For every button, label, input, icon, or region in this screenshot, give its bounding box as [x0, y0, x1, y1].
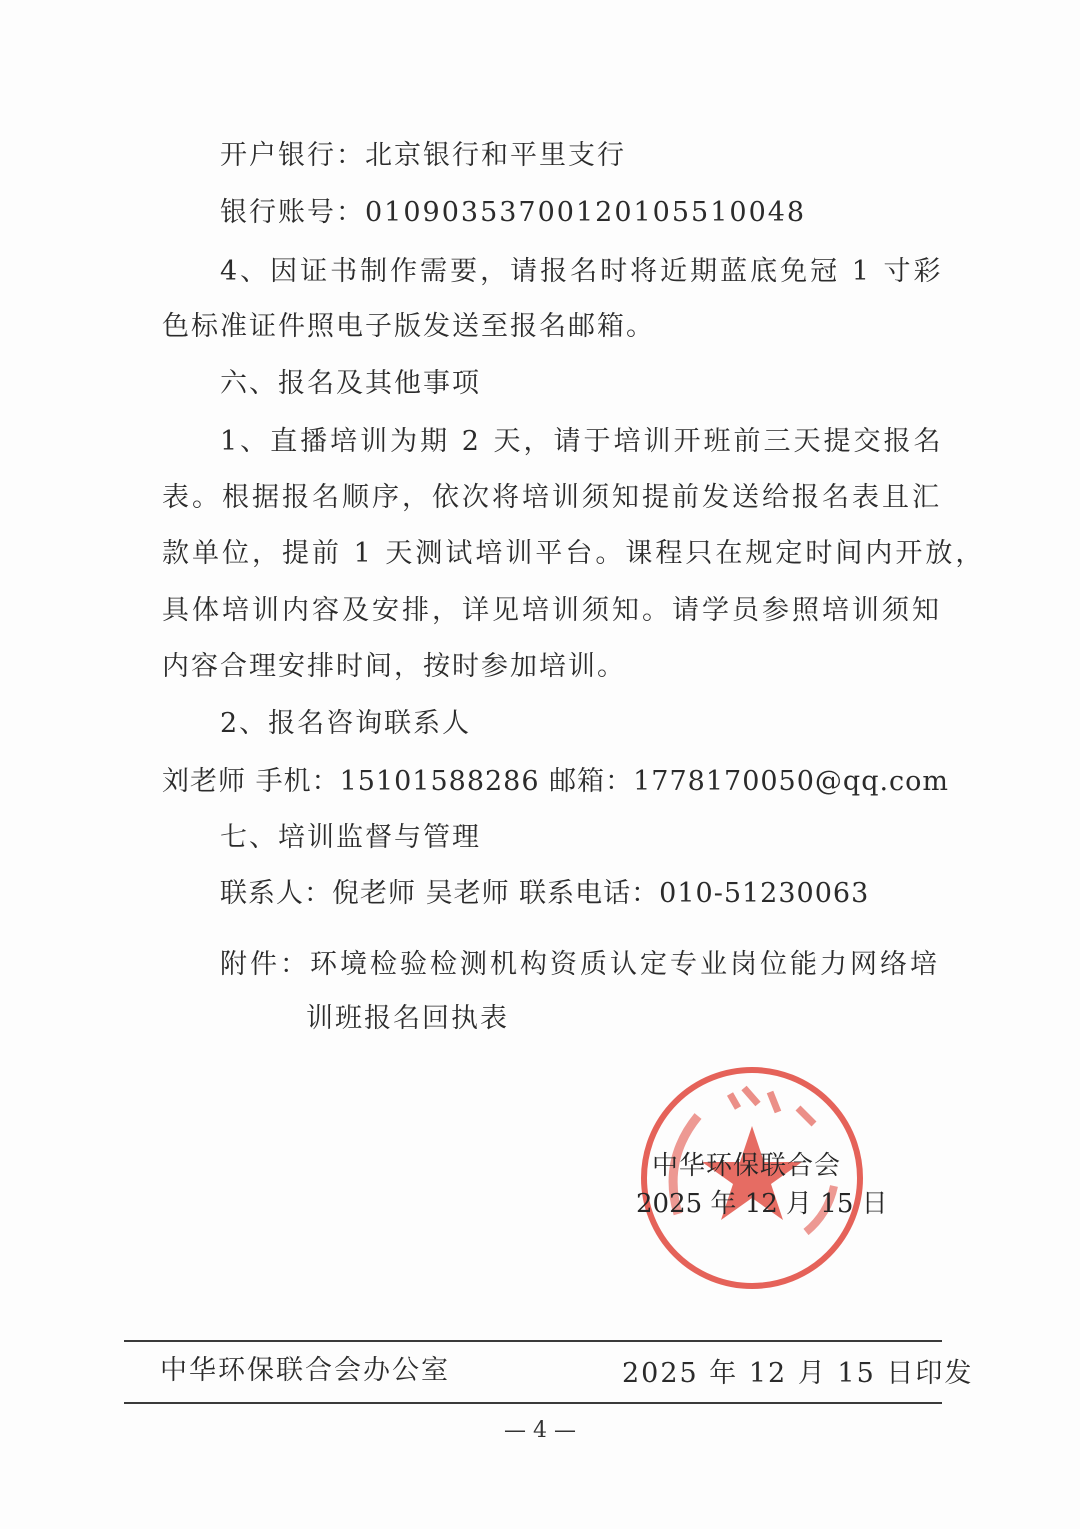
supervision-contact-line: 联系人：倪老师 吴老师 联系电话：010-51230063	[220, 878, 870, 909]
item4-line-1: 4、因证书制作需要，请报名时将近期蓝底免冠 1 寸彩	[220, 256, 944, 287]
item4-line-2: 色标准证件照电子版发送至报名邮箱。	[162, 311, 655, 342]
bank-line: 开户银行：北京银行和平里支行	[220, 140, 626, 171]
item6-2-heading: 2、报名咨询联系人	[220, 708, 472, 739]
signature-org: 中华环保联合会	[652, 1151, 842, 1181]
attachment-line-1: 附件：环境检验检测机构资质认定专业岗位能力网络培	[220, 949, 940, 980]
attachment-line-2: 训班报名回执表	[306, 1003, 509, 1034]
signature-date: 2025 年 12 月 15 日	[636, 1189, 888, 1219]
item6-1-line-1: 1、直播培训为期 2 天，请于培训开班前三天提交报名	[220, 426, 944, 457]
page-number: — 4 —	[504, 1418, 576, 1443]
section6-heading: 六、报名及其他事项	[220, 368, 481, 399]
item6-1-line-3: 款单位，提前 1 天测试培训平台。课程只在规定时间内开放，	[162, 538, 986, 569]
item6-1-line-4: 具体培训内容及安排，详见培训须知。请学员参照培训须知	[162, 595, 942, 626]
footer-bottom-rule	[124, 1402, 942, 1404]
footer-issue-date: 2025 年 12 月 15 日印发	[622, 1358, 974, 1389]
item6-1-line-5: 内容合理安排时间，按时参加培训。	[162, 651, 626, 682]
footer-top-rule	[124, 1340, 942, 1342]
section7-heading: 七、培训监督与管理	[220, 822, 481, 853]
item6-1-line-2: 表。根据报名顺序，依次将培训须知提前发送给报名表且汇	[162, 482, 942, 513]
account-line: 银行账号：01090353700120105510048	[220, 197, 807, 228]
footer-issuer: 中华环保联合会办公室	[160, 1355, 450, 1386]
contact-liu-line: 刘老师 手机：15101588286 邮箱：1778170050@qq.com	[162, 766, 950, 797]
